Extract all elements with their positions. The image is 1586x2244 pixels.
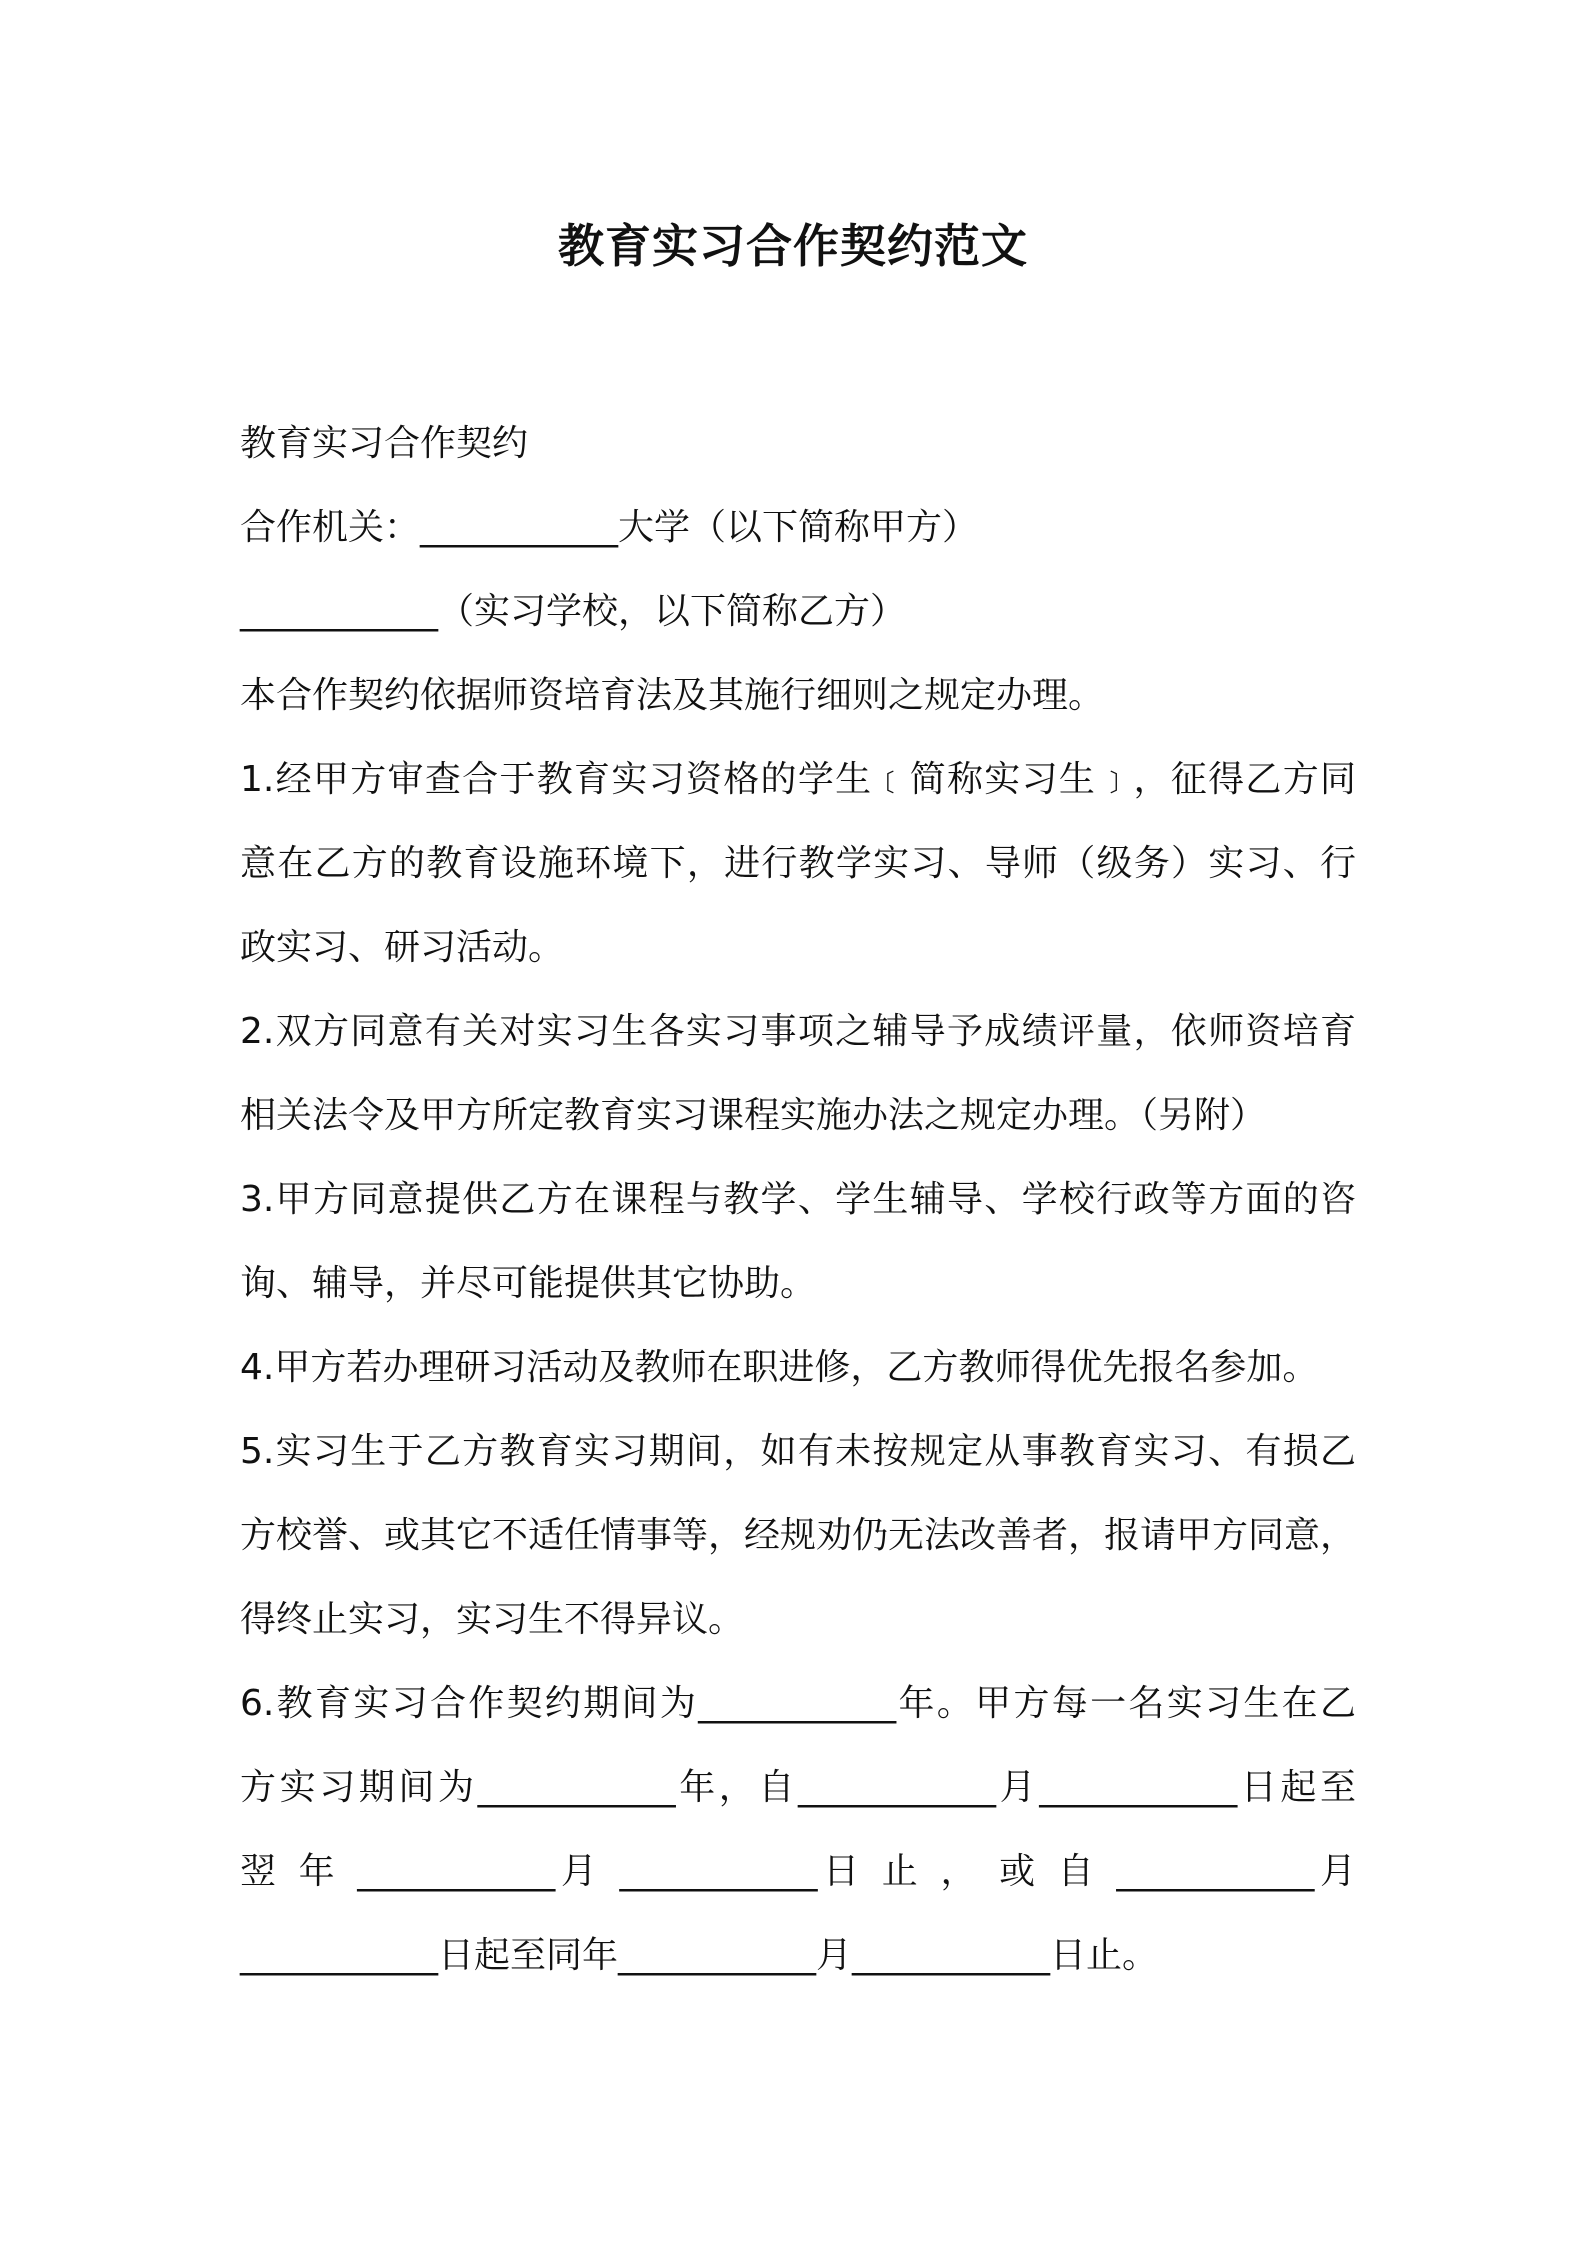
party-a-line: 合作机关：___________大学（以下简称甲方） xyxy=(240,507,979,548)
clause-5-line-2: 方校誉、或其它不适任情事等，经规劝仍无法改善者，报请甲方同意， xyxy=(240,1515,1357,1556)
clause-3-line-2: 询、辅导，并尽可能提供其它协助。 xyxy=(240,1263,817,1304)
document-body xyxy=(240,402,1356,1998)
clause-6-line-4: ___________日起至同年___________月___________日止。 xyxy=(240,1935,1159,1976)
clause-5-line-1: 5.实习生于乙方教育实习期间，如有未按规定从事教育实习、有损乙 xyxy=(240,1431,1356,1472)
clause-4-line-1: 4.甲方若办理研习活动及教师在职进修，乙方教师得优先报名参加。 xyxy=(240,1347,1319,1388)
clause-5-line-3: 得终止实习，实习生不得异议。 xyxy=(240,1599,745,1640)
clause-2-line-1: 2.双方同意有关对实习生各实习事项之辅导予成绩评量，依师资培育 xyxy=(240,1011,1356,1052)
contract-heading: 教育实习合作契约 xyxy=(240,423,529,464)
basis-line: 本合作契约依据师资培育法及其施行细则之规定办理。 xyxy=(240,675,1105,716)
clause-6-line-2: 方实习期间为___________年，自___________月___________日起至 xyxy=(240,1767,1356,1808)
clause-6-line-1: 6.教育实习合作契约期间为___________年。甲方每一名实习生在乙 xyxy=(240,1683,1356,1724)
clause-1-line-1: 1.经甲方审查合于教育实习资格的学生﹝简称实习生﹞，征得乙方同 xyxy=(240,759,1356,800)
clause-2-line-2: 相关法令及甲方所定教育实习课程实施办法之规定办理。（另附） xyxy=(240,1095,1267,1136)
clause-1-line-3: 政实习、研习活动。 xyxy=(240,927,565,968)
clause-6-line-3: 翌 年 ___________月 ___________日 止 ， 或 自 ___________月 xyxy=(240,1851,1356,1892)
document-title: 教育实习合作契约范文 xyxy=(558,219,1028,273)
clause-1-line-2: 意在乙方的教育设施环境下，进行教学实习、导师（级务）实习、行 xyxy=(240,843,1356,884)
clause-3-line-1: 3.甲方同意提供乙方在课程与教学、学生辅导、学校行政等方面的咨 xyxy=(240,1179,1356,1220)
party-b-line: ___________（实习学校，以下简称乙方） xyxy=(240,591,907,632)
